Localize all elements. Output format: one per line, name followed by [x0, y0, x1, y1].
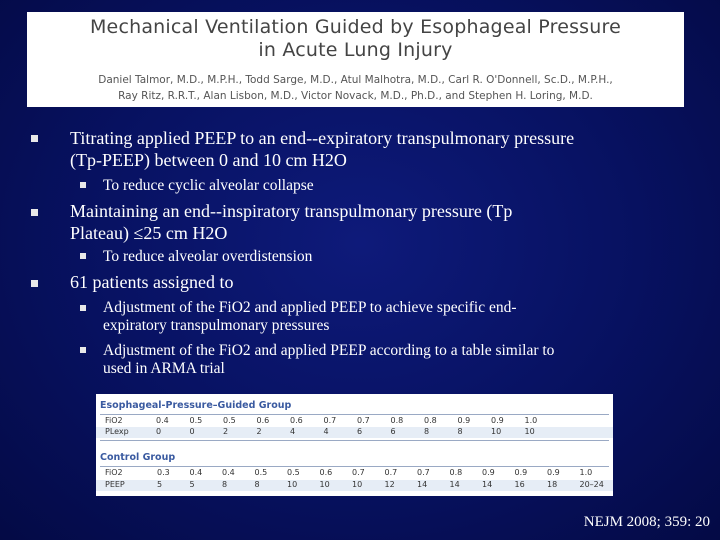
bullet-marker-icon — [31, 209, 38, 216]
bullet-marker-icon — [31, 280, 38, 287]
table-cell: 0.7 — [323, 416, 337, 425]
table-cell: 0.7 — [357, 416, 370, 425]
table-row — [96, 416, 613, 427]
table-cell: 16 — [514, 480, 525, 489]
table-cell: 10 — [352, 480, 363, 489]
table-cell: 0.5 — [287, 468, 300, 477]
bullet-2-line1: Maintaining an end--inspiratory transpulmonary pressure (Tp — [70, 201, 513, 221]
table-cell: 18 — [547, 480, 558, 489]
bullet-3-sub-2-line2: used in ARMA trial — [103, 360, 225, 377]
paper-title-line1: Mechanical Ventilation Guided by Esophageal Pressure — [89, 16, 622, 38]
table-row — [96, 427, 613, 438]
table-cell: 2 — [223, 427, 229, 436]
table-cell: 1.0 — [579, 468, 593, 477]
table-cell: 0.9 — [457, 416, 471, 425]
table-cell: 12 — [384, 480, 395, 489]
table-cell: 0.9 — [482, 468, 495, 477]
table-cell: 0.6 — [290, 416, 303, 425]
table-cell: 20–24 — [579, 480, 604, 489]
sub-bullet-marker-icon — [80, 253, 86, 259]
table-cell: 0.6 — [256, 416, 270, 425]
bullet-2-sub-1: To reduce alveolar overdistension — [103, 248, 313, 265]
row-label: PEEP — [105, 480, 125, 489]
table-cell: 0.8 — [390, 416, 404, 425]
table-cell: 6 — [357, 427, 363, 436]
table-cell: 0.3 — [157, 468, 170, 477]
table-cell: 4 — [290, 427, 296, 436]
bullet-3-line1: 61 patients assigned to — [70, 272, 234, 292]
row-label: FiO2 — [105, 416, 123, 425]
table-cell: 0.7 — [352, 468, 365, 477]
table-rule — [100, 466, 609, 467]
bullet-1-sub-1: To reduce cyclic alveolar collapse — [103, 177, 314, 194]
table-cell: 8 — [254, 480, 260, 489]
table-rule — [100, 414, 609, 415]
table-cell: 0.4 — [189, 468, 203, 477]
table-cell: 8 — [457, 427, 463, 436]
table-cell: 0.9 — [491, 416, 504, 425]
table-cell: 14 — [449, 480, 460, 489]
row-label: PLexp — [105, 427, 129, 436]
table-cell: 0 — [189, 427, 195, 436]
group2-title: Control Group — [100, 452, 176, 463]
paper-authors-line1: Daniel Talmor, M.D., M.P.H., Todd Sarge, M.D., Atul Malhotra, M.D., Carl R. O'Donnell, Sc.D., M.P.H., — [98, 74, 613, 86]
table-cell: 0.8 — [449, 468, 463, 477]
table-cell: 0 — [156, 427, 162, 436]
table-cell: 1.0 — [524, 416, 538, 425]
paper-title-line2: in Acute Lung Injury — [258, 39, 453, 61]
sub-bullet-marker-icon — [80, 305, 86, 311]
bullet-1-line1: Titrating applied PEEP to an end--expiratory transpulmonary pressure — [70, 128, 575, 148]
table-cell: 0.7 — [384, 468, 398, 477]
bullet-marker-icon — [31, 135, 38, 142]
table-row — [96, 468, 613, 479]
table-cell: 0.5 — [254, 468, 268, 477]
bullet-3-sub-1-line2: expiratory transpulmonary pressures — [103, 317, 330, 334]
table-cell: 8 — [424, 427, 430, 436]
table-cell: 10 — [287, 480, 298, 489]
peep-fio2-table — [96, 394, 613, 496]
sub-bullet-marker-icon — [80, 182, 86, 188]
table-cell: 0.9 — [514, 468, 528, 477]
table-cell: 14 — [482, 480, 493, 489]
table-cell: 0.5 — [223, 416, 236, 425]
table-cell: 6 — [390, 427, 396, 436]
bullet-1-line2: (Tp-PEEP) between 0 and 10 cm H2O — [70, 150, 347, 170]
table-cell: 14 — [417, 480, 428, 489]
table-cell: 8 — [222, 480, 228, 489]
table-cell: 4 — [323, 427, 329, 436]
paper-authors-line2: Ray Ritz, R.R.T., Alan Lisbon, M.D., Victor Novack, M.D., Ph.D., and Stephen H. Loring, M.D. — [118, 90, 593, 102]
bullet-3-sub-2-line1: Adjustment of the FiO2 and applied PEEP according to a table similar to — [103, 342, 555, 359]
table-cell: 0.9 — [547, 468, 560, 477]
table-cell: 0.4 — [156, 416, 169, 425]
table-cell: 5 — [189, 480, 195, 489]
table-cell: 10 — [524, 427, 535, 436]
table-cell: 0.7 — [417, 468, 430, 477]
table-cell: 0.6 — [319, 468, 333, 477]
table-cell: 10 — [491, 427, 502, 436]
sub-bullet-marker-icon — [80, 347, 86, 353]
row-label: FiO2 — [105, 468, 123, 477]
paper-header-image — [27, 12, 684, 107]
bullet-2-line2: Plateau) ≤25 cm H2O — [70, 223, 228, 243]
table-cell: 0.5 — [189, 416, 203, 425]
table-cell: 2 — [256, 427, 262, 436]
table-row — [96, 480, 613, 491]
group1-title: Esophageal-Pressure–Guided Group — [100, 400, 292, 411]
table-cell: 0.4 — [222, 468, 235, 477]
table-rule — [100, 440, 609, 441]
table-cell: 10 — [319, 480, 330, 489]
table-cell: 0.8 — [424, 416, 437, 425]
table-cell: 5 — [157, 480, 163, 489]
citation: NEJM 2008; 359: 20 — [583, 514, 710, 530]
bullet-3-sub-1-line1: Adjustment of the FiO2 and applied PEEP to achieve specific end- — [103, 299, 517, 316]
